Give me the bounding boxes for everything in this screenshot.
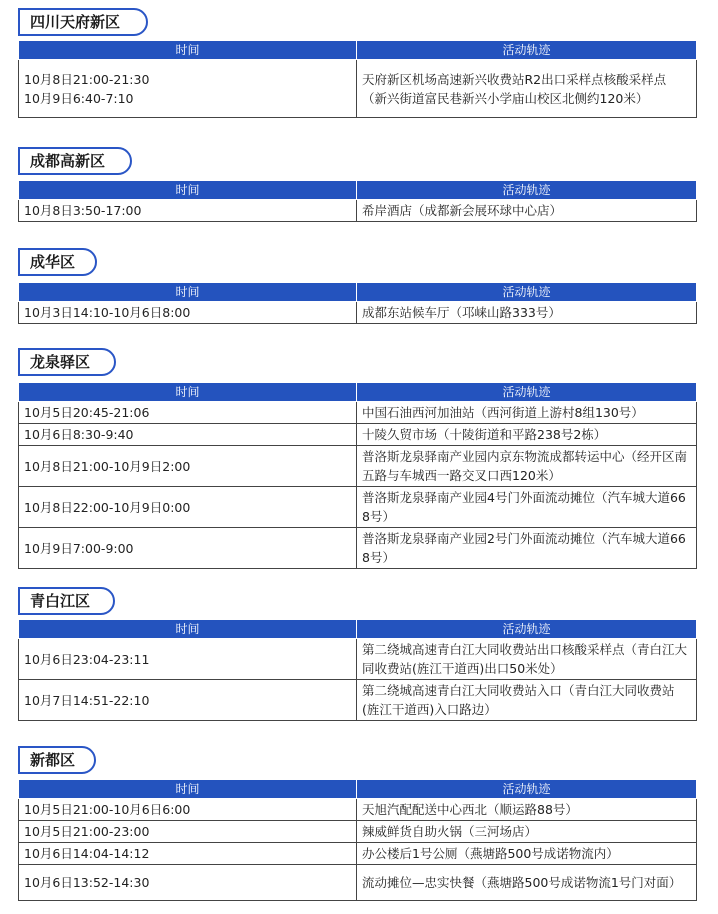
time-cell — [19, 402, 357, 424]
track-cell: 十陵久贸市场（十陵街道和平路238号2栋） — [357, 424, 697, 446]
district-title: 成华区 — [18, 248, 97, 276]
time-cell — [19, 200, 357, 222]
track-cell: 中国石油西河加油站（西河街道上游村8组130号） — [357, 402, 697, 424]
track-cell: 辣威鲜货自助火锅（三河场店） — [357, 821, 697, 843]
time-cell — [19, 302, 357, 324]
table-row — [19, 402, 697, 424]
time-text: 10月8日3:50-17:00 — [24, 203, 142, 218]
time-text: 10月6日8:30-9:40 — [24, 427, 134, 442]
header-time: 时间 — [19, 283, 357, 302]
track-table — [18, 382, 697, 569]
time-text: 10月5日21:00-10月6日6:00 — [24, 802, 191, 817]
table-row — [19, 446, 697, 487]
district-title: 青白江区 — [18, 587, 115, 615]
track-cell: 成都东站候车厅（邛崃山路333号） — [357, 302, 697, 324]
table-row — [19, 302, 697, 324]
time-text: 10月3日14:10-10月6日8:00 — [24, 305, 191, 320]
time-cell — [19, 528, 357, 569]
time-cell — [19, 865, 357, 901]
time-cell — [19, 487, 357, 528]
time-text: 10月5日20:45-21:06 — [24, 405, 150, 420]
table-row — [19, 843, 697, 865]
track-cell: 办公楼后1号公厕（燕塘路500号成诺物流内） — [357, 843, 697, 865]
track-cell: 第二绕城高速青白江大同收费站入口（青白江大同收费站(旌江干道西)入口路边） — [357, 680, 697, 721]
time-cell — [19, 843, 357, 865]
time-cell — [19, 799, 357, 821]
district-title: 四川天府新区 — [18, 8, 148, 36]
header-track: 活动轨迹 — [357, 780, 697, 799]
time-cell — [19, 821, 357, 843]
time-cell — [19, 639, 357, 680]
table-header-row — [19, 620, 697, 639]
time-text: 10月8日21:00-21:30 — [24, 71, 150, 87]
time-text: 10月9日6:40-7:10 — [24, 90, 134, 106]
district-title: 龙泉驿区 — [18, 348, 116, 376]
track-cell: 普洛斯龙泉驿南产业园2号门外面流动摊位（汽车城大道668号） — [357, 528, 697, 569]
track-cell: 第二绕城高速青白江大同收费站出口核酸采样点（青白江大同收费站(旌江干道西)出口50米处） — [357, 639, 697, 680]
track-cell: 流动摊位—忠实快餐（燕塘路500号成诺物流1号门对面） — [357, 865, 697, 901]
track-cell: 天旭汽配配送中心西北（顺运路88号） — [357, 799, 697, 821]
table-header-row — [19, 780, 697, 799]
table-row — [19, 865, 697, 901]
time-text: 10月7日14:51-22:10 — [24, 692, 150, 708]
header-track: 活动轨迹 — [357, 620, 697, 639]
time-text: 10月6日23:04-23:11 — [24, 651, 150, 667]
table-row — [19, 821, 697, 843]
header-track: 活动轨迹 — [357, 383, 697, 402]
track-table — [18, 282, 697, 324]
district-title: 成都高新区 — [18, 147, 132, 175]
header-track: 活动轨迹 — [357, 41, 697, 60]
table-row — [19, 528, 697, 569]
table-row — [19, 424, 697, 446]
table-header-row — [19, 41, 697, 60]
time-text: 10月5日21:00-23:00 — [24, 824, 150, 839]
header-time: 时间 — [19, 181, 357, 200]
time-text: 10月6日14:04-14:12 — [24, 846, 150, 861]
track-table — [18, 619, 697, 721]
district-title: 新都区 — [18, 746, 96, 774]
table-row — [19, 60, 697, 118]
track-cell: 普洛斯龙泉驿南产业园内京东物流成都转运中心（经开区南五路与车城西一路交叉口西120米） — [357, 446, 697, 487]
track-table — [18, 180, 697, 222]
table-header-row — [19, 383, 697, 402]
time-text: 10月6日13:52-14:30 — [24, 875, 150, 890]
table-row — [19, 487, 697, 528]
time-cell — [19, 424, 357, 446]
time-text: 10月8日21:00-10月9日2:00 — [24, 458, 191, 474]
table-row — [19, 680, 697, 721]
time-cell — [19, 446, 357, 487]
track-table — [18, 779, 697, 901]
header-time: 时间 — [19, 780, 357, 799]
table-row — [19, 639, 697, 680]
table-row — [19, 200, 697, 222]
track-cell: 天府新区机场高速新兴收费站R2出口采样点核酸采样点（新兴街道富民巷新兴小学庙山校区北侧约120米） — [357, 60, 697, 118]
track-cell: 普洛斯龙泉驿南产业园4号门外面流动摊位（汽车城大道668号） — [357, 487, 697, 528]
time-text: 10月8日22:00-10月9日0:00 — [24, 499, 191, 515]
header-time: 时间 — [19, 620, 357, 639]
table-row — [19, 799, 697, 821]
track-table — [18, 40, 697, 118]
track-cell: 希岸酒店（成都新会展环球中心店） — [357, 200, 697, 222]
table-header-row — [19, 283, 697, 302]
header-time: 时间 — [19, 41, 357, 60]
time-cell — [19, 680, 357, 721]
header-time: 时间 — [19, 383, 357, 402]
time-cell — [19, 60, 357, 118]
header-track: 活动轨迹 — [357, 283, 697, 302]
time-text: 10月9日7:00-9:00 — [24, 540, 134, 556]
header-track: 活动轨迹 — [357, 181, 697, 200]
table-header-row — [19, 181, 697, 200]
